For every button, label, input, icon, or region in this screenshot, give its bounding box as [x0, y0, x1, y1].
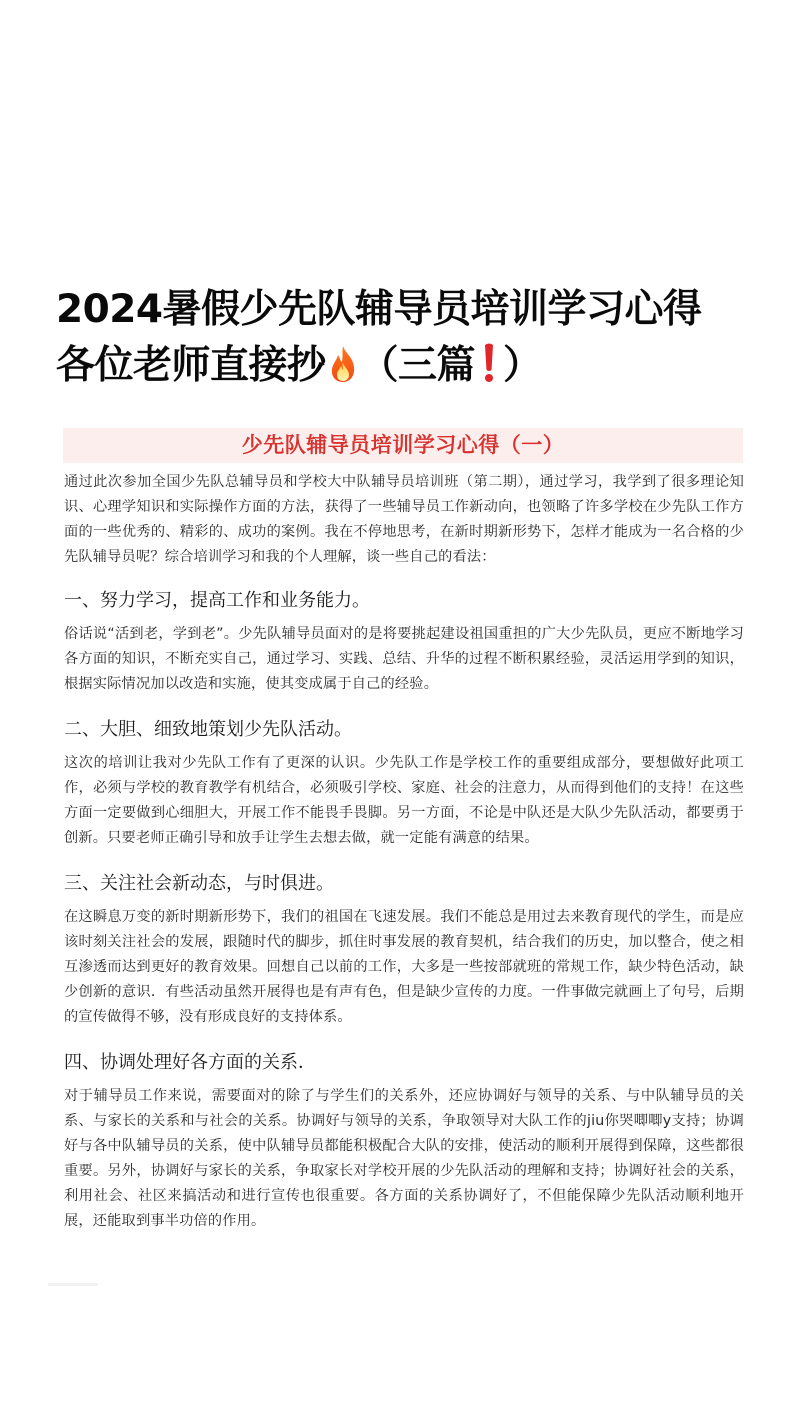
section-body-2: 这次的培训让我对少先队工作有了更深的认识。少先队工作是学校工作的重要组成部分，要想做好此项工作，必须与学校的教育教学有机结合，必须吸引学校、家庭、社会的注意力，从而得到他们的支持！在这些方面一定要做到心细胆大，开展工作不能畏手畏脚。另一方面，不论是中队还是大队少先队活动，都要勇于创新。只要老师正确引导和放手让学生去想去做，就一定能有满意的结果。 [64, 755, 744, 846]
exclamation-icon [481, 342, 497, 384]
section-title: 少先队辅导员培训学习心得（一） [241, 433, 565, 457]
section-heading-4: 四、协调处理好各方面的关系． [64, 1052, 316, 1073]
title-line-2-prefix: 各位老师直接抄 [56, 343, 326, 388]
page-title [56, 282, 776, 394]
section-heading-3: 三、关注社会新动态，与时俱进。 [64, 873, 334, 894]
article-body [64, 470, 744, 1234]
faint-divider [48, 1283, 98, 1286]
section-heading-1: 一、努力学习，提高工作和业务能力。 [64, 590, 370, 611]
section-body-4: 对于辅导员工作来说，需要面对的除了与学生们的关系外，还应协调好与领导的关系、与中队辅导员的关系、与家长的关系和与社会的关系。协调好与领导的关系，争取领导对大队工作的jiu你哭唧唧y支持；协调好与各中队辅导员的关系，使中队辅导员都能积极配合大队的安排，使活动的顺利开展得到保障，这些都很重要。另外，协调好与家长的关系，争取家长对学校开展的少先队活动的理解和支持；协调好社会的关系，利用社会、社区来搞活动和进行宣传也很重要。各方面的关系协调好了，不但能保障少先队活动顺利地开展，还能取到事半功倍的作用。 [64, 1088, 744, 1229]
title-line-2 [56, 338, 776, 394]
title-line-2-suffix: ） [503, 343, 542, 388]
section-body-1: 俗话说“活到老，学到老”。少先队辅导员面对的是将要挑起建设祖国重担的广大少先队员，更应不断地学习各方面的知识，不断充实自己，通过学习、实践、总结、升华的过程不断积累经验，灵活运用学到的知识，根据实际情况加以改造和实施，使其变成属于自己的经验。 [64, 626, 744, 692]
section-body-3: 在这瞬息万变的新时期新形势下，我们的祖国在飞速发展。我们不能总是用过去来教育现代的学生，而是应该时刻关注社会的发展，跟随时代的脚步，抓住时事发展的教育契机，结合我们的历史，加以整合，使之相互渗透而达到更好的教育效果。回想自己以前的工作，大多是一些按部就班的常规工作，缺少特色活动，缺少创新的意识．有些活动虽然开展得也是有声有色，但是缺少宣传的力度。一件事做完就画上了句号，后期的宣传做得不够，没有形成良好的支持体系。 [64, 909, 744, 1025]
fire-icon [328, 344, 358, 384]
title-line-2-middle: （三篇 [359, 343, 476, 388]
section-heading-2: 二、大胆、细致地策划少先队活动。 [64, 719, 352, 740]
section-title-band [63, 428, 743, 463]
intro-paragraph: 通过此次参加全国少先队总辅导员和学校大中队辅导员培训班（第二期），通过学习，我学到了很多理论知识、心理学知识和实际操作方面的方法，获得了一些辅导员工作新动向，也领略了许多学校在少先队工作方面的一些优秀的、精彩的、成功的案例。我在不停地思考，在新时期新形势下，怎样才能成为一名合格的少先队辅导员呢？综合培训学习和我的个人理解，谈一些自己的看法： [64, 474, 744, 565]
title-line-1: 2024暑假少先队辅导员培训学习心得 [56, 287, 702, 332]
